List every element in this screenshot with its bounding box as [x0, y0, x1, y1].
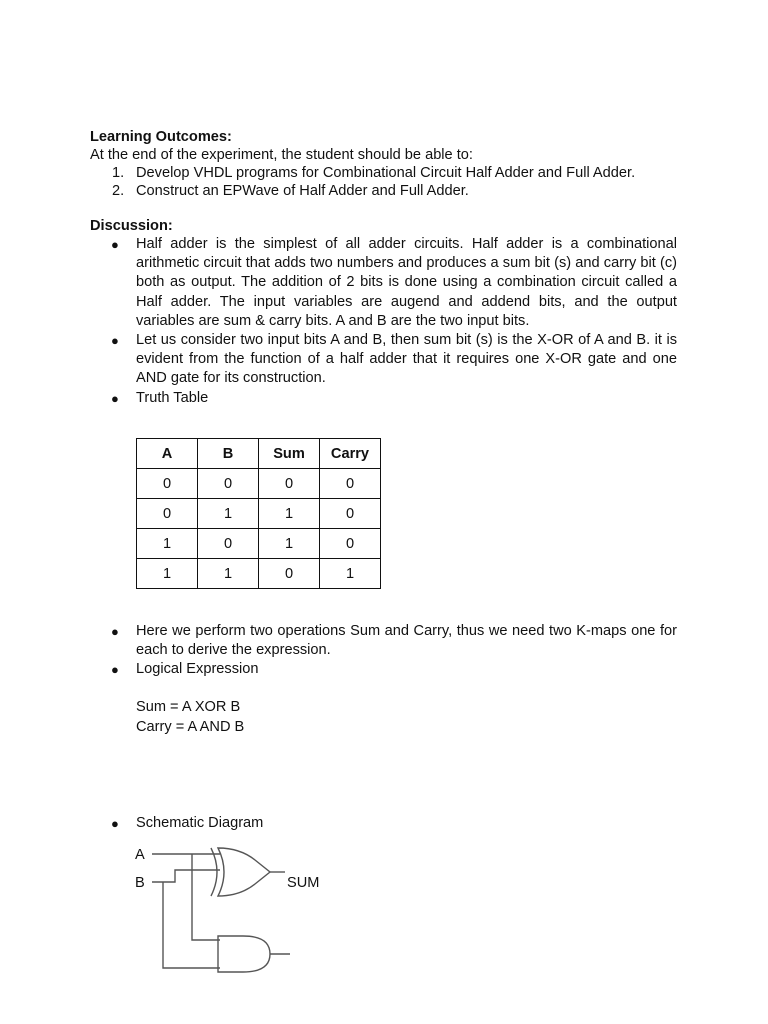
table-cell: 1 — [198, 559, 259, 589]
truth-table-label: Truth Table — [136, 390, 209, 406]
table-cell: 1 — [320, 559, 381, 589]
table-header-cell: B — [198, 439, 259, 469]
table-cell: 0 — [198, 469, 259, 499]
table-row — [137, 499, 381, 529]
table-cell: 0 — [259, 469, 320, 499]
learning-item-2 — [112, 182, 469, 201]
table-cell: 0 — [320, 499, 381, 529]
table-row — [137, 469, 381, 499]
half-adder-schematic — [130, 838, 350, 998]
bullet-icon: ● — [111, 391, 119, 406]
sum-expression: Sum = A XOR B — [136, 699, 241, 715]
bullet-icon: ● — [111, 237, 119, 252]
input-a-label: A — [135, 847, 145, 863]
table-cell: 0 — [259, 559, 320, 589]
xor-gate-back-curve — [211, 848, 217, 896]
table-header-cell: A — [137, 439, 198, 469]
table-header-cell: Carry — [320, 439, 381, 469]
discussion-paragraph-1: Half adder is the simplest of all adder circuits. Half adder is a combinational arithmetic circuit that adds two numbers and produces a sum bit (s) and carry bit (c) both as output. The addition of 2 bits is done using a combination circuit called a Half adder. The input variables are augend and addend bits, and the output variables are sum & carry bits. A and B are the two input bits. — [136, 236, 677, 329]
table-cell: 0 — [320, 529, 381, 559]
bullet-icon: ● — [111, 662, 119, 677]
table-cell: 0 — [320, 469, 381, 499]
truth-table — [136, 438, 381, 589]
table-cell: 1 — [259, 529, 320, 559]
table-cell: 0 — [137, 499, 198, 529]
table-cell: 1 — [259, 499, 320, 529]
table-cell: 1 — [137, 529, 198, 559]
table-header-cell: Sum — [259, 439, 320, 469]
learning-item-1 — [112, 164, 635, 183]
schematic-diagram-label: Schematic Diagram — [136, 815, 264, 831]
bullet-icon: ● — [111, 816, 119, 831]
table-cell: 1 — [137, 559, 198, 589]
item-text: Construct an EPWave of Half Adder and Full Adder. — [136, 183, 469, 199]
bullet-icon: ● — [111, 624, 119, 639]
table-header-row — [137, 439, 381, 469]
carry-expression: Carry = A AND B — [136, 719, 245, 735]
item-number: 1. — [112, 165, 125, 181]
input-b-label: B — [135, 875, 145, 891]
learning-intro: At the end of the experiment, the student should be able to: — [90, 147, 473, 163]
item-text: Develop VHDL programs for Combinational Circuit Half Adder and Full Adder. — [136, 165, 636, 181]
discussion-heading: Discussion: — [90, 218, 173, 234]
learning-outcomes-heading: Learning Outcomes: — [90, 129, 232, 145]
bullet-icon: ● — [111, 333, 119, 348]
logical-expression-label: Logical Expression — [136, 661, 259, 677]
xor-gate-icon — [218, 848, 270, 896]
and-gate-icon — [218, 936, 270, 972]
table-row — [137, 529, 381, 559]
table-cell: 0 — [137, 469, 198, 499]
discussion-paragraph-2: Let us consider two input bits A and B, then sum bit (s) is the X-OR of A and B. it is evident from the function of a half adder that it requires one X-OR gate and one AND gate for its construction. — [136, 332, 677, 387]
table-row — [137, 559, 381, 589]
table-cell: 0 — [198, 529, 259, 559]
item-number: 2. — [112, 183, 125, 199]
sum-output-label: SUM — [287, 875, 320, 891]
discussion-paragraph-3: Here we perform two operations Sum and Carry, thus we need two K-maps one for each to derive the expression. — [136, 623, 677, 659]
table-cell: 1 — [198, 499, 259, 529]
